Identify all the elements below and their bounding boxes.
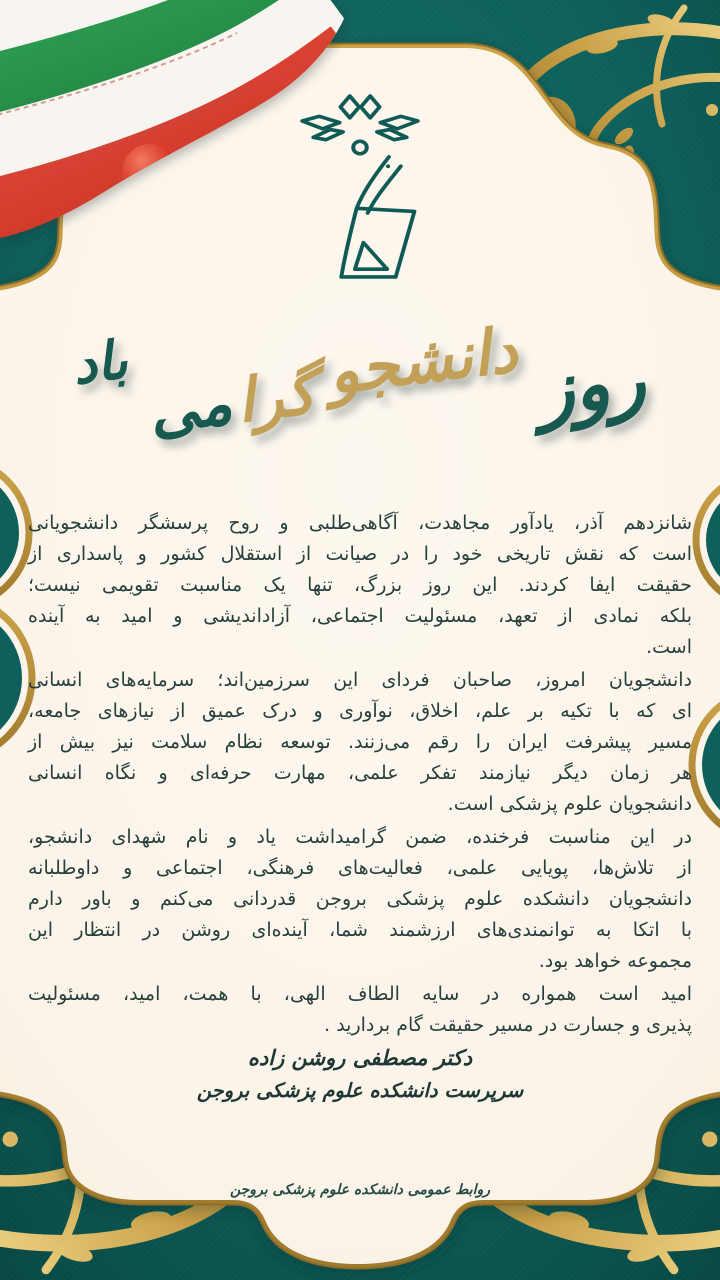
text-line: امید است همواره در سایه الطاف الهی، با همت، امید، مسئولیت xyxy=(28,983,692,1005)
text-line: ای که با تکیه بر علم، اخلاق، نوآوری و درک عمیق از نیازهای جامعه، xyxy=(28,700,692,722)
text-line: هر زمان دیگر نیازمند تفکر علمی، مهارت حرفه‌ای و نگاه انسانی xyxy=(28,762,692,784)
title-word-daneshjoo: دانشجو xyxy=(324,312,522,409)
footer-label: روابط عمومی دانشکده علوم پزشکی بروجن xyxy=(229,1182,491,1198)
title-word-gerami-part2: می xyxy=(145,368,236,448)
text-line: دانشجویان علوم پزشکی است. xyxy=(447,793,692,815)
text-line: از تلاش‌ها، پویایی علمی، فعالیت‌های فرهنگی، اجتماعی و داوطلبانه xyxy=(28,857,692,879)
text-line: دانشجویان دانشکده علوم پزشکی بروجن قدردانی می‌کنم و باور دارم xyxy=(28,888,692,910)
text-line: مسیر پیشرفت ایران را رقم می‌زنند. توسعه نظام سلامت نیز بیش از xyxy=(28,731,692,753)
paragraph-2 xyxy=(28,665,692,820)
text-line: در این مناسبت فرخنده، ضمن گرامیداشت یاد و نام شهدای دانشجو، xyxy=(28,826,692,848)
text-line: حقیقت ایفا کردند. این روز بزرگ، تنها یک مناسبت تقویمی نیست؛ xyxy=(28,574,692,596)
signature-name: دکتر مصطفی روشن زاده xyxy=(247,1046,473,1070)
text-line: بلکه نمادی از تعهد، مسئولیت اجتماعی، آزاداندیشی و امید به آینده xyxy=(28,605,692,627)
title-word-bad: باد xyxy=(69,328,131,397)
message-body xyxy=(28,508,692,1043)
text-line: پذیری و جسارت در مسیر حقیقت گام بردارید . xyxy=(324,1014,692,1036)
text-line: دانشجویان امروز، صاحبان فردای این سرزمین‌اند؛ سرمایه‌های انسانی xyxy=(28,669,692,691)
text-line: شانزدهم آذر، یادآور مجاهدت، آگاهی‌طلبی و روح پرسشگر دانشجویانی xyxy=(28,512,692,534)
text-line: است. xyxy=(646,636,692,658)
text-line: با اتکا به توانمندی‌های ارزشمند شما، آینده‌ای روشن در انتظار این xyxy=(28,919,692,941)
paragraph-1 xyxy=(28,508,692,663)
text-line: مجموعه خواهد بود. xyxy=(538,950,692,972)
title-word-rooz: روز xyxy=(532,335,650,435)
paragraph-4 xyxy=(28,979,692,1041)
paragraph-3 xyxy=(28,822,692,977)
signature-block xyxy=(0,1046,720,1102)
text-line: است که نقش تاریخی خود را در صیانت از استقلال کشور و پاسداری از xyxy=(28,543,692,565)
signature-role: سرپرست دانشکده علوم پزشکی بروجن xyxy=(196,1079,524,1102)
title-word-gerami-part1: گرا xyxy=(232,357,320,437)
